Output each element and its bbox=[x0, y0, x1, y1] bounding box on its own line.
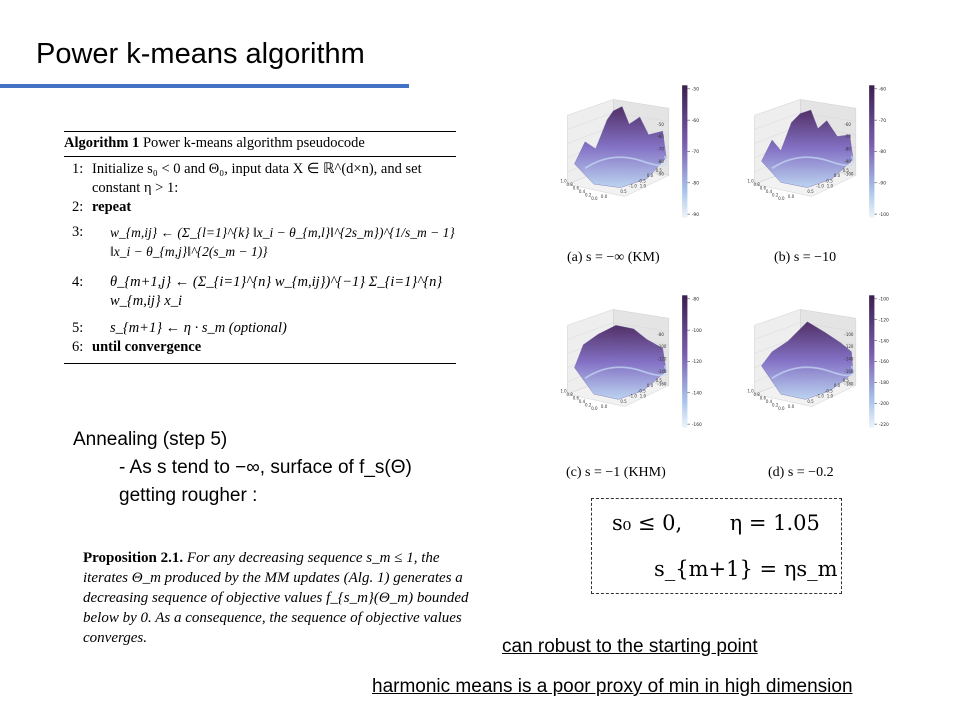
z-tick-label: -60 bbox=[844, 121, 851, 127]
colorbar-tick-label: -70 bbox=[878, 118, 887, 124]
annealing-text bbox=[73, 426, 412, 510]
x-tick-label: 0.5 bbox=[655, 377, 662, 383]
y-tick-label: 1.0 bbox=[560, 178, 567, 184]
colorbar-tick-label: -60 bbox=[691, 118, 700, 124]
plot-c-caption: (c) s = −1 (KHM) bbox=[566, 465, 666, 480]
y-tick-label: 0.8 bbox=[566, 181, 573, 187]
x-tick-label: 0.5 bbox=[807, 188, 814, 194]
colorbar-tick-label: -90 bbox=[691, 212, 700, 218]
colorbar-tick-label: -90 bbox=[878, 181, 887, 187]
colorbar-tick-label: -100 bbox=[691, 328, 702, 334]
z-tick-label: -60 bbox=[657, 134, 664, 140]
z-tick-label: -80 bbox=[844, 146, 851, 152]
z-tick-label: -160 bbox=[844, 368, 854, 374]
x-tick-label: 0.5 bbox=[620, 188, 627, 194]
z-tick-label: -120 bbox=[657, 356, 667, 362]
note-robust: can robust to the starting point bbox=[502, 636, 758, 657]
x-tick-label: 0.0 bbox=[646, 383, 654, 389]
surface-plot-b-svg bbox=[735, 80, 915, 230]
update-rule: s_{m+1} = ηs_m bbox=[654, 557, 838, 581]
x-tick-label: 1.0 bbox=[639, 183, 647, 189]
colorbar-tick-label: -80 bbox=[878, 150, 887, 156]
algorithm-line-1 bbox=[64, 160, 456, 198]
y-tick-label: 0.6 bbox=[759, 395, 767, 401]
y-tick-label: 0.8 bbox=[753, 181, 760, 187]
colorbar-tick-label: -50 bbox=[691, 87, 700, 93]
algorithm-bottom-rule bbox=[64, 363, 456, 364]
colorbar-tick-label: -70 bbox=[691, 150, 700, 156]
z-tick-label: -50 bbox=[657, 121, 664, 127]
x-tick-label: -0.5 bbox=[825, 388, 833, 394]
colorbar-tick-label: -80 bbox=[691, 297, 700, 303]
proposition-label: Proposition 2.1. bbox=[83, 550, 184, 566]
y-tick-label: 0.8 bbox=[566, 391, 573, 397]
line-text: s_{m+1} ← η · s_m (optional) bbox=[110, 320, 287, 336]
x-tick-label: 0.0 bbox=[833, 383, 841, 389]
line-text: θ_{m+1,j} ← (Σ_{i=1}^{n} w_{m,ij})^{−1} Σ_{i=1}^{n} w_{m,ij} x_i bbox=[110, 274, 443, 309]
proposition-block bbox=[83, 548, 479, 648]
z-tick-label: -160 bbox=[657, 381, 667, 387]
x-tick-label: 0.5 bbox=[807, 398, 814, 404]
surface-plot-b bbox=[735, 80, 915, 235]
colorbar-tick-label: -100 bbox=[878, 297, 889, 303]
surface-plot-d-svg bbox=[735, 290, 915, 440]
line-text: Initialize s₀ < 0 and Θ₀, input data X ∈ ℝ^(d×n), and set constant η > 1: bbox=[92, 161, 422, 196]
y-tick-label: 0.6 bbox=[572, 395, 580, 401]
z-tick-label: -100 bbox=[657, 344, 667, 350]
x-tick-label: 0.0 bbox=[600, 404, 608, 410]
parameters-row-1 bbox=[612, 511, 820, 535]
x-tick-label: 0.5 bbox=[655, 167, 662, 173]
x-tick-label: 1.0 bbox=[826, 393, 834, 399]
title-underline bbox=[0, 84, 409, 88]
algorithm-header-text: Power k-means algorithm pseudocode bbox=[139, 135, 365, 151]
y-tick-label: 0.2 bbox=[772, 402, 779, 408]
line-number: 4: bbox=[72, 274, 84, 290]
surface-plot-c-svg bbox=[548, 290, 728, 440]
annealing-line-2: getting rougher : bbox=[119, 485, 258, 506]
annealing-heading: Annealing (step 5) bbox=[73, 429, 228, 450]
x-tick-label: -0.5 bbox=[638, 388, 646, 394]
x-tick-label: -1.0 bbox=[629, 393, 637, 399]
plot-d-caption: (d) s = −0.2 bbox=[768, 465, 834, 480]
z-tick-label: -80 bbox=[657, 331, 664, 337]
z-tick-label: -90 bbox=[657, 171, 664, 177]
y-tick-label: 0.4 bbox=[765, 398, 773, 404]
plot-a-caption: (a) s = −∞ (KM) bbox=[567, 250, 660, 265]
x-tick-label: -1.0 bbox=[629, 183, 637, 189]
surface-plot-d bbox=[735, 290, 915, 445]
eta-value: η = 1.05 bbox=[729, 511, 820, 535]
z-tick-label: -70 bbox=[844, 134, 851, 140]
x-tick-label: 0.0 bbox=[787, 194, 795, 200]
colorbar-tick-label: -220 bbox=[878, 422, 889, 428]
colorbar-tick-label: -100 bbox=[878, 212, 889, 218]
x-tick-label: 0.5 bbox=[620, 398, 627, 404]
note-harmonic: harmonic means is a poor proxy of min in high dimension bbox=[372, 676, 853, 697]
y-tick-label: 0.0 bbox=[778, 406, 785, 411]
x-tick-label: 0.5 bbox=[842, 377, 849, 383]
y-tick-label: 0.4 bbox=[765, 188, 773, 194]
s0-condition: s₀ ≤ 0, bbox=[612, 511, 683, 535]
z-tick-label: -100 bbox=[844, 171, 854, 177]
y-tick-label: 0.0 bbox=[591, 406, 598, 411]
x-tick-label: 0.0 bbox=[787, 404, 795, 410]
algorithm-header bbox=[64, 132, 456, 154]
z-tick-label: -90 bbox=[844, 158, 851, 164]
y-tick-label: 0.6 bbox=[759, 185, 767, 191]
z-tick-label: -180 bbox=[844, 381, 854, 387]
z-tick-label: -100 bbox=[844, 331, 854, 337]
x-tick-label: -1.0 bbox=[816, 393, 824, 399]
x-tick-label: 0.5 bbox=[842, 167, 849, 173]
surface-plot-a bbox=[548, 80, 728, 235]
surface-plot-a-svg bbox=[548, 80, 728, 230]
y-tick-label: 0.0 bbox=[778, 196, 785, 201]
line-text: until convergence bbox=[92, 339, 202, 355]
algorithm-line-6 bbox=[64, 338, 456, 357]
colorbar-tick-label: -160 bbox=[878, 360, 889, 366]
y-tick-label: 1.0 bbox=[560, 388, 567, 394]
algorithm-line-5 bbox=[64, 319, 456, 338]
colorbar-tick-label: -120 bbox=[878, 318, 889, 324]
z-tick-label: -120 bbox=[844, 344, 854, 350]
line-number: 6: bbox=[72, 339, 84, 355]
line-number: 1: bbox=[72, 161, 84, 177]
colorbar-tick-label: -200 bbox=[878, 402, 889, 407]
x-tick-label: -1.0 bbox=[816, 183, 824, 189]
algorithm-box bbox=[64, 131, 456, 364]
y-tick-label: 0.0 bbox=[591, 196, 598, 201]
y-tick-label: 0.2 bbox=[585, 402, 592, 408]
algorithm-line-4 bbox=[64, 273, 456, 311]
proposition-text: For any decreasing sequence s_m ≤ 1, the iterates Θ_m produced by the MM updates (Alg. 1) generates a decreasing sequence of objective values f_{s_m}(Θ_m) bounded below by 0. As a consequence, the sequence of objective values converges. bbox=[83, 550, 469, 646]
plot-b-caption: (b) s = −10 bbox=[774, 250, 837, 265]
algorithm-line-3 bbox=[64, 223, 456, 261]
algorithm-lines bbox=[64, 157, 456, 357]
colorbar-tick-label: -80 bbox=[691, 181, 700, 187]
colorbar-tick-label: -180 bbox=[878, 381, 889, 387]
y-tick-label: 0.4 bbox=[578, 188, 586, 194]
slide-title: Power k-means algorithm bbox=[36, 38, 365, 70]
colorbar-tick-label: -140 bbox=[691, 391, 702, 397]
z-tick-label: -140 bbox=[657, 368, 667, 374]
x-tick-label: 0.0 bbox=[600, 194, 608, 200]
x-tick-label: 0.0 bbox=[646, 173, 654, 179]
y-tick-label: 0.4 bbox=[578, 398, 586, 404]
colorbar-tick-label: -140 bbox=[878, 339, 889, 345]
annealing-line-1: - As s tend to −∞, surface of f_s(Θ) bbox=[119, 457, 412, 478]
line-number: 2: bbox=[72, 199, 84, 215]
z-tick-label: -80 bbox=[657, 158, 664, 164]
y-tick-label: 0.2 bbox=[772, 192, 779, 198]
z-tick-label: -70 bbox=[657, 146, 664, 152]
algorithm-header-label: Algorithm 1 bbox=[64, 135, 140, 151]
colorbar-tick-label: -60 bbox=[878, 87, 887, 93]
line-text: w_{m,ij} ← (Σ_{l=1}^{k} ‖x_i − θ_{m,l}‖^{2s_m})^{1/s_m − 1} ‖x_i − θ_{m,j}‖^{2(s_m − 1)} bbox=[110, 225, 455, 259]
colorbar-tick-label: -160 bbox=[691, 422, 702, 428]
parameters-box bbox=[591, 498, 842, 594]
y-tick-label: 1.0 bbox=[747, 178, 754, 184]
line-number: 5: bbox=[72, 320, 84, 336]
y-tick-label: 0.8 bbox=[753, 391, 760, 397]
y-tick-label: 0.6 bbox=[572, 185, 580, 191]
x-tick-label: 1.0 bbox=[826, 183, 834, 189]
x-tick-label: 0.0 bbox=[833, 173, 841, 179]
x-tick-label: -0.5 bbox=[638, 178, 646, 184]
surface-plot-c bbox=[548, 290, 728, 445]
line-number: 3: bbox=[72, 224, 84, 240]
line-text: repeat bbox=[92, 199, 132, 215]
x-tick-label: 1.0 bbox=[639, 393, 647, 399]
algorithm-line-2 bbox=[64, 198, 456, 217]
y-tick-label: 1.0 bbox=[747, 388, 754, 394]
x-tick-label: -0.5 bbox=[825, 178, 833, 184]
y-tick-label: 0.2 bbox=[585, 192, 592, 198]
z-tick-label: -140 bbox=[844, 356, 854, 362]
colorbar-tick-label: -120 bbox=[691, 360, 702, 366]
